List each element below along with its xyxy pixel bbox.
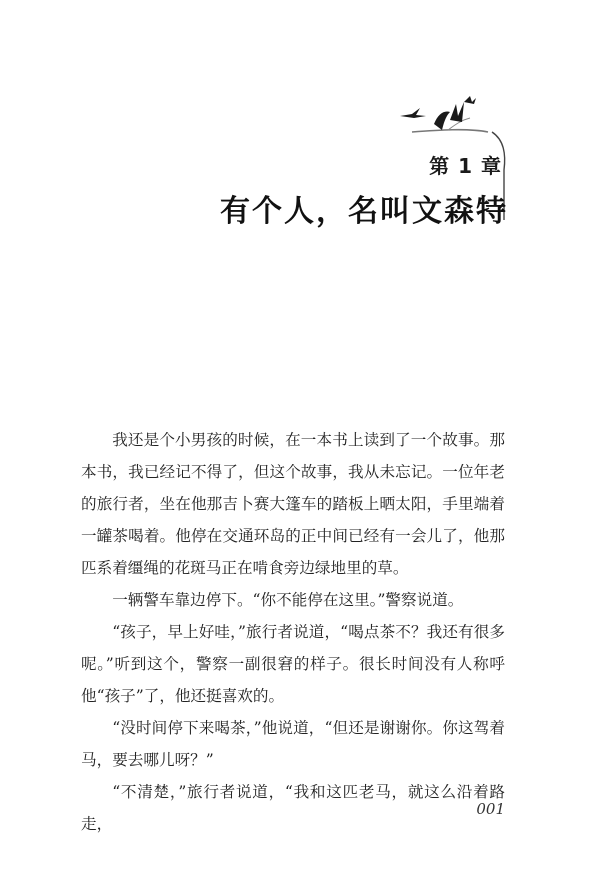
body-text: [81, 424, 505, 840]
paragraph: 我还是个小男孩的时候，在一本书上读到了一个故事。那本书，我已经记不得了，但这个故事，我从未忘记。一位年老的旅行者，坐在他那吉卜赛大篷车的踏板上晒太阳，手里端着一罐茶喝着。他停在交通环岛的正中间已经有一会儿了，他那匹系着缰绳的花斑马正在啃食旁边绿地里的草。: [81, 431, 505, 577]
paragraph: “没时间停下来喝茶，”他说道，“但还是谢谢你。你这驾着马，要去哪儿呀？”: [81, 719, 505, 769]
birds-on-branch-icon: [398, 94, 490, 140]
page-number: 001: [476, 800, 505, 818]
paragraph: 一辆警车靠边停下。“你不能停在这里。”警察说道。: [112, 591, 464, 609]
chapter-title: 有个人，名叫文森特: [220, 194, 508, 229]
paragraph: “不清楚，”旅行者说道，“我和这匹老马，就这么沿着路走，: [81, 783, 505, 833]
chapter-number: 第 1 章: [429, 154, 502, 178]
paragraph: “孩子，早上好哇，”旅行者说道，“喝点茶不？我还有很多呢。”听到这个，警察一副很窘的样子。很长时间没有人称呼他“孩子”了，他还挺喜欢的。: [81, 623, 505, 705]
